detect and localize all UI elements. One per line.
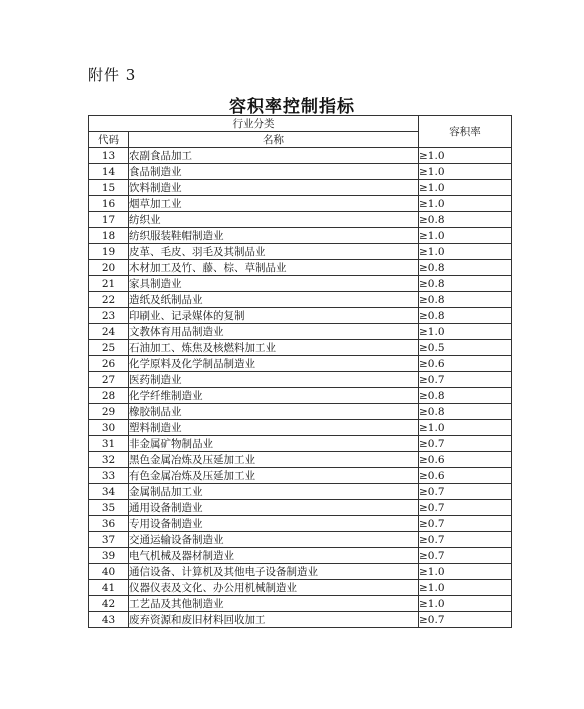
- industry-code-cell: 25: [89, 340, 129, 356]
- industry-name-cell: 纺织业: [129, 212, 419, 228]
- industry-name-cell: 工艺品及其他制造业: [129, 596, 419, 612]
- page-title: 容积率控制指标: [229, 97, 355, 117]
- industry-name-cell: 农副食品加工: [129, 148, 419, 164]
- industry-name-cell: 橡胶制品业: [129, 404, 419, 420]
- industry-name-cell: 交通运输设备制造业: [129, 532, 419, 548]
- industry-code-cell: 19: [89, 244, 129, 260]
- floor-area-ratio-cell: ≥0.8: [419, 388, 512, 404]
- table-row: [89, 260, 512, 276]
- industry-name-cell: 医药制造业: [129, 372, 419, 388]
- industry-name-cell: 专用设备制造业: [129, 516, 419, 532]
- industry-code-cell: 35: [89, 500, 129, 516]
- industry-name-cell: 有色金属冶炼及压延加工业: [129, 468, 419, 484]
- table-row: [89, 468, 512, 484]
- table-row: [89, 484, 512, 500]
- table-row: [89, 340, 512, 356]
- industry-code-cell: 15: [89, 180, 129, 196]
- industry-code-cell: 39: [89, 548, 129, 564]
- floor-area-ratio-cell: ≥0.8: [419, 308, 512, 324]
- industry-name-cell: 印刷业、记录媒体的复制: [129, 308, 419, 324]
- floor-area-ratio-cell: ≥0.7: [419, 516, 512, 532]
- floor-area-ratio-cell: ≥0.6: [419, 356, 512, 372]
- industry-name-cell: 化学纤维制造业: [129, 388, 419, 404]
- floor-area-ratio-cell: ≥0.7: [419, 532, 512, 548]
- industry-name-cell: 废弃资源和废旧材料回收加工: [129, 612, 419, 628]
- table-row: [89, 612, 512, 628]
- table-row: [89, 548, 512, 564]
- floor-area-ratio-cell: ≥0.8: [419, 404, 512, 420]
- table-row: [89, 308, 512, 324]
- industry-name-cell: 通信设备、计算机及其他电子设备制造业: [129, 564, 419, 580]
- industry-code-cell: 28: [89, 388, 129, 404]
- industry-code-cell: 31: [89, 436, 129, 452]
- floor-area-ratio-table: [88, 115, 512, 628]
- industry-name-cell: 通用设备制造业: [129, 500, 419, 516]
- table-row: [89, 180, 512, 196]
- industry-code-cell: 43: [89, 612, 129, 628]
- industry-code-cell: 27: [89, 372, 129, 388]
- industry-name-cell: 仪器仪表及文化、办公用机械制造业: [129, 580, 419, 596]
- floor-area-ratio-cell: ≥1.0: [419, 180, 512, 196]
- table-body: [89, 148, 512, 628]
- floor-area-ratio-cell: ≥1.0: [419, 228, 512, 244]
- industry-name-cell: 非金属矿物制品业: [129, 436, 419, 452]
- table-row: [89, 564, 512, 580]
- floor-area-ratio-cell: ≥0.8: [419, 276, 512, 292]
- table-row: [89, 212, 512, 228]
- floor-area-ratio-cell: ≥1.0: [419, 324, 512, 340]
- name-header: 名称: [129, 132, 419, 148]
- table-row: [89, 276, 512, 292]
- floor-area-ratio-cell: ≥0.8: [419, 260, 512, 276]
- industry-name-cell: 文教体育用品制造业: [129, 324, 419, 340]
- table-row: [89, 596, 512, 612]
- industry-code-cell: 21: [89, 276, 129, 292]
- floor-area-ratio-cell: ≥0.7: [419, 372, 512, 388]
- industry-code-cell: 17: [89, 212, 129, 228]
- table-row: [89, 580, 512, 596]
- industry-code-cell: 32: [89, 452, 129, 468]
- industry-name-cell: 家具制造业: [129, 276, 419, 292]
- industry-code-cell: 36: [89, 516, 129, 532]
- industry-name-cell: 金属制品加工业: [129, 484, 419, 500]
- table-row: [89, 532, 512, 548]
- table-row: [89, 244, 512, 260]
- floor-area-ratio-cell: ≥0.8: [419, 212, 512, 228]
- table-row: [89, 452, 512, 468]
- table-row: [89, 324, 512, 340]
- floor-area-ratio-cell: ≥1.0: [419, 420, 512, 436]
- industry-name-cell: 石油加工、炼焦及核燃料加工业: [129, 340, 419, 356]
- industry-code-cell: 13: [89, 148, 129, 164]
- floor-area-ratio-cell: ≥0.7: [419, 612, 512, 628]
- table-row: [89, 148, 512, 164]
- industry-code-cell: 42: [89, 596, 129, 612]
- floor-area-ratio-cell: ≥1.0: [419, 148, 512, 164]
- table-row: [89, 420, 512, 436]
- table-row: [89, 292, 512, 308]
- code-header: 代码: [89, 132, 129, 148]
- floor-area-ratio-cell: ≥1.0: [419, 564, 512, 580]
- industry-code-cell: 14: [89, 164, 129, 180]
- industry-code-cell: 18: [89, 228, 129, 244]
- industry-code-cell: 33: [89, 468, 129, 484]
- table-row: [89, 356, 512, 372]
- floor-area-ratio-cell: ≥0.7: [419, 548, 512, 564]
- attachment-label: 附件 3: [88, 66, 137, 84]
- industry-code-cell: 34: [89, 484, 129, 500]
- table-row: [89, 404, 512, 420]
- table-row: [89, 436, 512, 452]
- industry-code-cell: 26: [89, 356, 129, 372]
- industry-code-cell: 29: [89, 404, 129, 420]
- floor-area-ratio-header: 容积率: [419, 116, 512, 148]
- floor-area-ratio-cell: ≥1.0: [419, 580, 512, 596]
- table-row: [89, 516, 512, 532]
- floor-area-ratio-cell: ≥1.0: [419, 196, 512, 212]
- floor-area-ratio-cell: ≥0.7: [419, 500, 512, 516]
- industry-name-cell: 食品制造业: [129, 164, 419, 180]
- table-row: [89, 500, 512, 516]
- floor-area-ratio-cell: ≥0.6: [419, 452, 512, 468]
- industry-name-cell: 皮革、毛皮、羽毛及其制品业: [129, 244, 419, 260]
- industry-code-cell: 37: [89, 532, 129, 548]
- industry-name-cell: 塑料制造业: [129, 420, 419, 436]
- table-row: [89, 196, 512, 212]
- table-row: [89, 372, 512, 388]
- industry-code-cell: 23: [89, 308, 129, 324]
- industry-category-header: 行业分类: [89, 116, 419, 132]
- floor-area-ratio-cell: ≥1.0: [419, 244, 512, 260]
- industry-name-cell: 烟草加工业: [129, 196, 419, 212]
- industry-name-cell: 纺织服装鞋帽制造业: [129, 228, 419, 244]
- floor-area-ratio-cell: ≥0.5: [419, 340, 512, 356]
- industry-name-cell: 木材加工及竹、藤、棕、草制品业: [129, 260, 419, 276]
- industry-name-cell: 造纸及纸制品业: [129, 292, 419, 308]
- industry-code-cell: 41: [89, 580, 129, 596]
- floor-area-ratio-cell: ≥0.6: [419, 468, 512, 484]
- table-row: [89, 164, 512, 180]
- industry-code-cell: 30: [89, 420, 129, 436]
- table-row: [89, 228, 512, 244]
- industry-code-cell: 20: [89, 260, 129, 276]
- floor-area-ratio-cell: ≥0.8: [419, 292, 512, 308]
- industry-name-cell: 黑色金属冶炼及压延加工业: [129, 452, 419, 468]
- industry-name-cell: 饮料制造业: [129, 180, 419, 196]
- industry-code-cell: 16: [89, 196, 129, 212]
- floor-area-ratio-cell: ≥1.0: [419, 596, 512, 612]
- industry-code-cell: 22: [89, 292, 129, 308]
- industry-name-cell: 电气机械及器材制造业: [129, 548, 419, 564]
- industry-name-cell: 化学原料及化学制品制造业: [129, 356, 419, 372]
- industry-code-cell: 40: [89, 564, 129, 580]
- floor-area-ratio-cell: ≥0.7: [419, 484, 512, 500]
- floor-area-ratio-cell: ≥0.7: [419, 436, 512, 452]
- industry-code-cell: 24: [89, 324, 129, 340]
- floor-area-ratio-cell: ≥1.0: [419, 164, 512, 180]
- table-row: [89, 388, 512, 404]
